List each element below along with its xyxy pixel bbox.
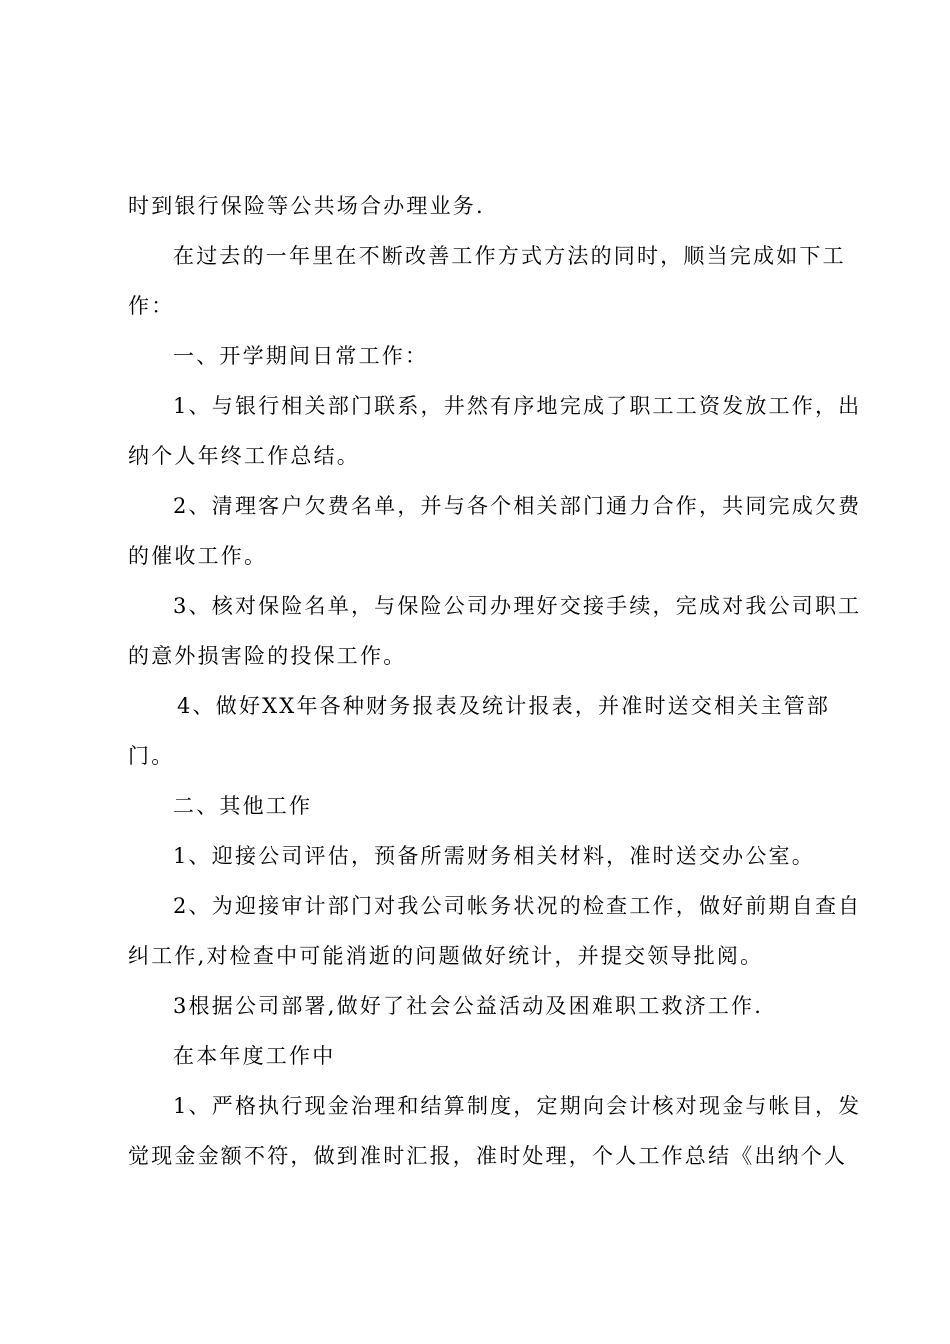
text-line: 1、迎接公司评估，预备所需财务相关材料，准时送交办公室。: [173, 844, 815, 868]
text-line: 的意外损害险的投保工作。: [128, 644, 407, 668]
text-line: 4、做好XX年各种财务报表及统计报表，并准时送交相关主管部: [177, 694, 831, 718]
text-line: 1、与银行相关部门联系，井然有序地完成了职工工资发放工作，出: [173, 394, 862, 418]
text-line: 2、清理客户欠费名单，并与各个相关部门通力合作，共同完成欠费: [173, 494, 862, 518]
text-line: 2、为迎接审计部门对我公司帐务状况的检查工作，做好前期自查自: [173, 894, 862, 918]
text-line: 3根据公司部署,做好了社会公益活动及困难职工救济工作.: [173, 994, 764, 1018]
text-line: 在过去的一年里在不断改善工作方式方法的同时，顺当完成如下工: [173, 244, 846, 268]
text-line: 3、核对保险名单，与保险公司办理好交接手续，完成对我公司职工: [173, 594, 862, 618]
text-line: 时到银行保险等公共场合办理业务.: [128, 194, 485, 218]
text-line: 觉现金金额不符，做到准时汇报，准时处理，个人工作总结《出纳个人: [128, 1144, 848, 1168]
section-heading: 在本年度工作中: [173, 1044, 336, 1068]
text-line: 纳个人年终工作总结。: [128, 444, 360, 468]
text-line: 作：: [128, 294, 175, 318]
text-line: 纠工作,对检查中可能消逝的问题做好统计，并提交领导批阅。: [128, 944, 764, 968]
text-line: 1、严格执行现金治理和结算制度，定期向会计核对现金与帐目，发: [173, 1094, 862, 1118]
section-heading: 一、开学期间日常工作：: [173, 344, 429, 368]
text-line: 的催收工作。: [128, 544, 268, 568]
text-line: 门。: [128, 744, 175, 768]
section-heading: 二、其他工作: [173, 794, 313, 818]
